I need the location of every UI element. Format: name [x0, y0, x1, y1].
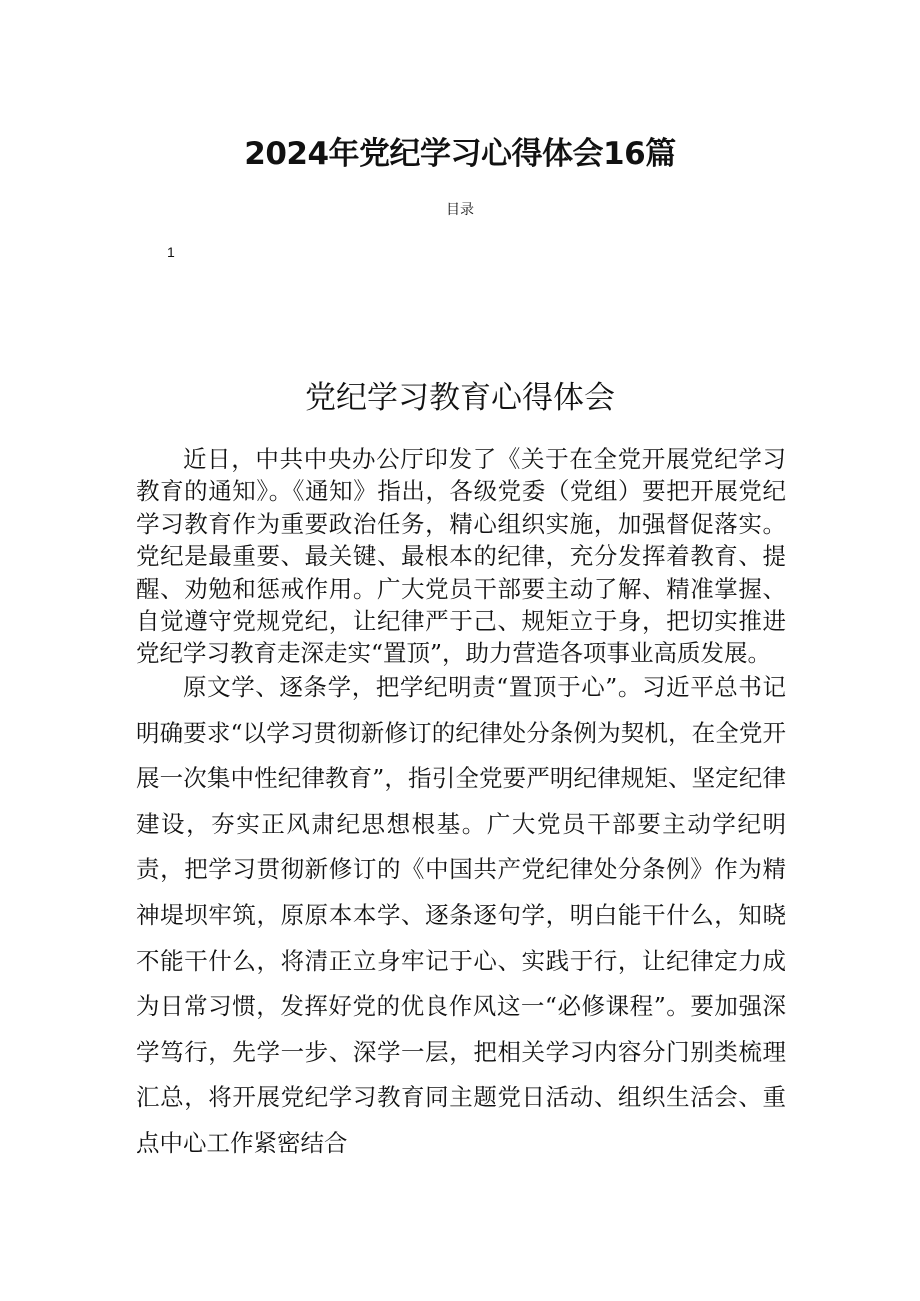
- toc-heading: 目录: [446, 202, 474, 218]
- article-paragraph: 原文学、逐条学，把学纪明责“置顶于心”。习近平总书记明确要求“以学习贯彻新修订的纪律处分条例为契机，在全党开展一次集中性纪律教育”，指引全党要严明纪律规矩、坚定纪律建设，夯实正风肃纪思想根基。广大党员干部要主动学纪明责，把学习贯彻新修订的《中国共产党纪律处分条例》作为精神堤坝牢筑，原原本本学、逐条逐句学，明白能干什么，知晓不能干什么，将清正立身牢记于心、实践于行，让纪律定力成为日常习惯，发挥好党的优良作风这一“必修课程”。要加强深学笃行，先学一步、深学一层，把相关学习内容分门别类梳理汇总，将开展党纪学习教育同主题党日活动、组织生活会、重点中心工作紧密结合: [136, 673, 786, 1157]
- article-title: 党纪学习教育心得体会: [305, 380, 615, 416]
- document-title: 2024年党纪学习心得体会16篇: [244, 136, 676, 172]
- article-paragraph: 近日，中共中央办公厅印发了《关于在全党开展党纪学习教育的通知》。《通知》指出，各级党委（党组）要把开展党纪学习教育作为重要政治任务，精心组织实施，加强督促落实。党纪是最重要、最关键、最根本的纪律，充分发挥着教育、提醒、劝勉和惩戒作用。广大党员干部要主动了解、精准掌握、自觉遵守党规党纪，让纪律严于己、规矩立于身，把切实推进党纪学习教育走深走实“置顶”，助力营造各项事业高质发展。: [136, 445, 786, 668]
- toc-entry-number: 1: [167, 244, 175, 260]
